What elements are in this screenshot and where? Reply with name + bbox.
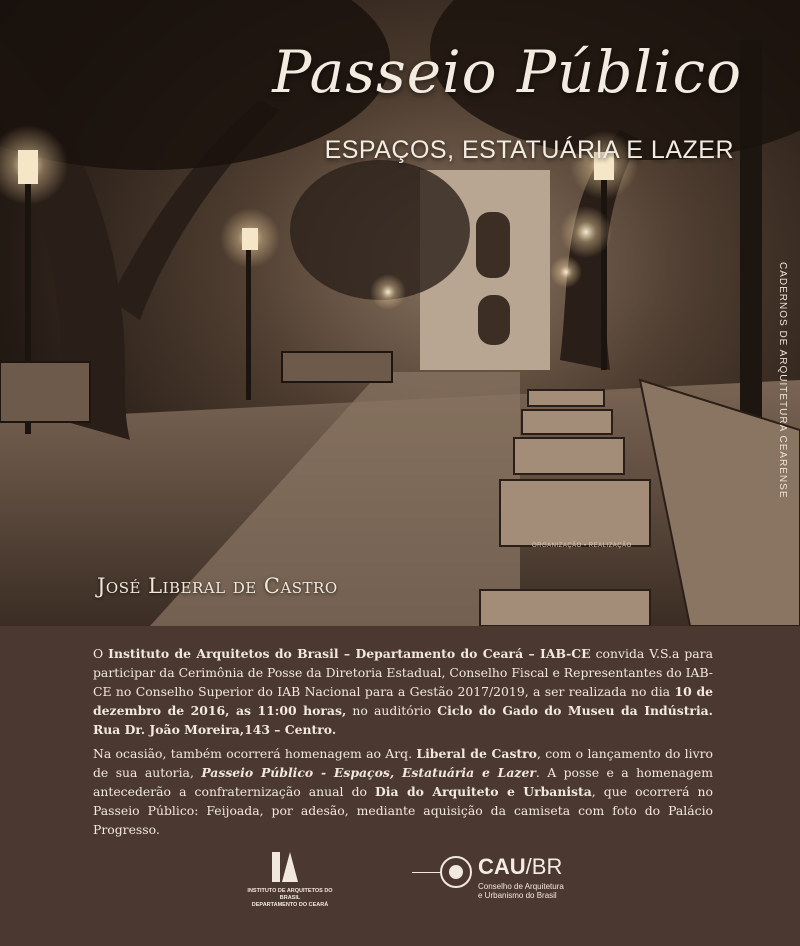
svg-text:CE: CE [296,854,309,864]
book-subtitle: ESPAÇOS, ESTATUÁRIA E LAZER [324,136,734,164]
book-title: Passeio Público [272,38,742,106]
paragraph-segment: Ciclo do Gado do Museu da Indústria. Rua Dr. João Moreira,143 – Centro. [93,703,713,737]
brazil-seal-icon [440,856,472,888]
paragraph-segment: Liberal de Castro [416,746,537,761]
cau-caption-2: e Urbanismo do Brasil [478,891,557,900]
iab-mark-icon [270,848,310,886]
iab-caption-2: DEPARTAMENTO DO CEARÁ [251,902,329,908]
cau-divider [412,872,442,873]
invitation-paragraph-1 [93,644,713,739]
author-name: José Liberal de Castro [97,574,338,598]
paragraph-segment: no auditório [346,703,438,718]
lamp [18,150,38,184]
paragraph-segment: convida V.S.a para participar da Cerimônia de Posse da Diretoria Estadual, Conselho Fiscal e Representantes do IAB-CE no Conselho Superior do IAB Nacional para a Gestão 2017/2019, a ser realizada no dia [93,646,713,699]
cau-logo [412,852,582,904]
cau-name: CAU/BR [478,854,563,879]
paragraph-segment: Instituto de Arquitetos do Brasil – Departamento do Ceará – IAB-CE [108,646,591,661]
paragraph-segment: Passeio Público - Espaços, Estatuária e Lazer [201,765,536,780]
paragraph-segment: O [93,646,109,661]
photo-credit: ORGANIZAÇÃO • REALIZAÇÃO [532,543,632,549]
invitation-paragraph-2 [93,744,713,839]
paragraph-segment: Na ocasião, também ocorrerá homenagem ao Arq. [93,746,417,761]
paragraph-segment: 10 de dezembro de 2016, as 11:00 horas, [93,684,713,718]
series-label: CADERNOS DE ARQUITETURA CEARENSE [777,262,788,499]
paragraph-segment: , que ocorrerá no Passeio Público: Feijoada, por adesão, mediante aquisição da camiseta com foto do Palácio Progresso. [93,784,713,837]
iab-logo [240,848,340,909]
paragraph-segment: Dia do Arquiteto e Urbanista [375,784,592,799]
cau-caption-1: Conselho de Arquitetura [478,882,564,891]
paragraph-segment: . A posse e a homenagem antecederão a confraternização anual do [93,765,713,799]
paragraph-segment: , com o lançamento do livro de sua autoria, [93,746,713,780]
iab-caption-1: INSTITUTO DE ARQUITETOS DO BRASIL [247,888,333,901]
